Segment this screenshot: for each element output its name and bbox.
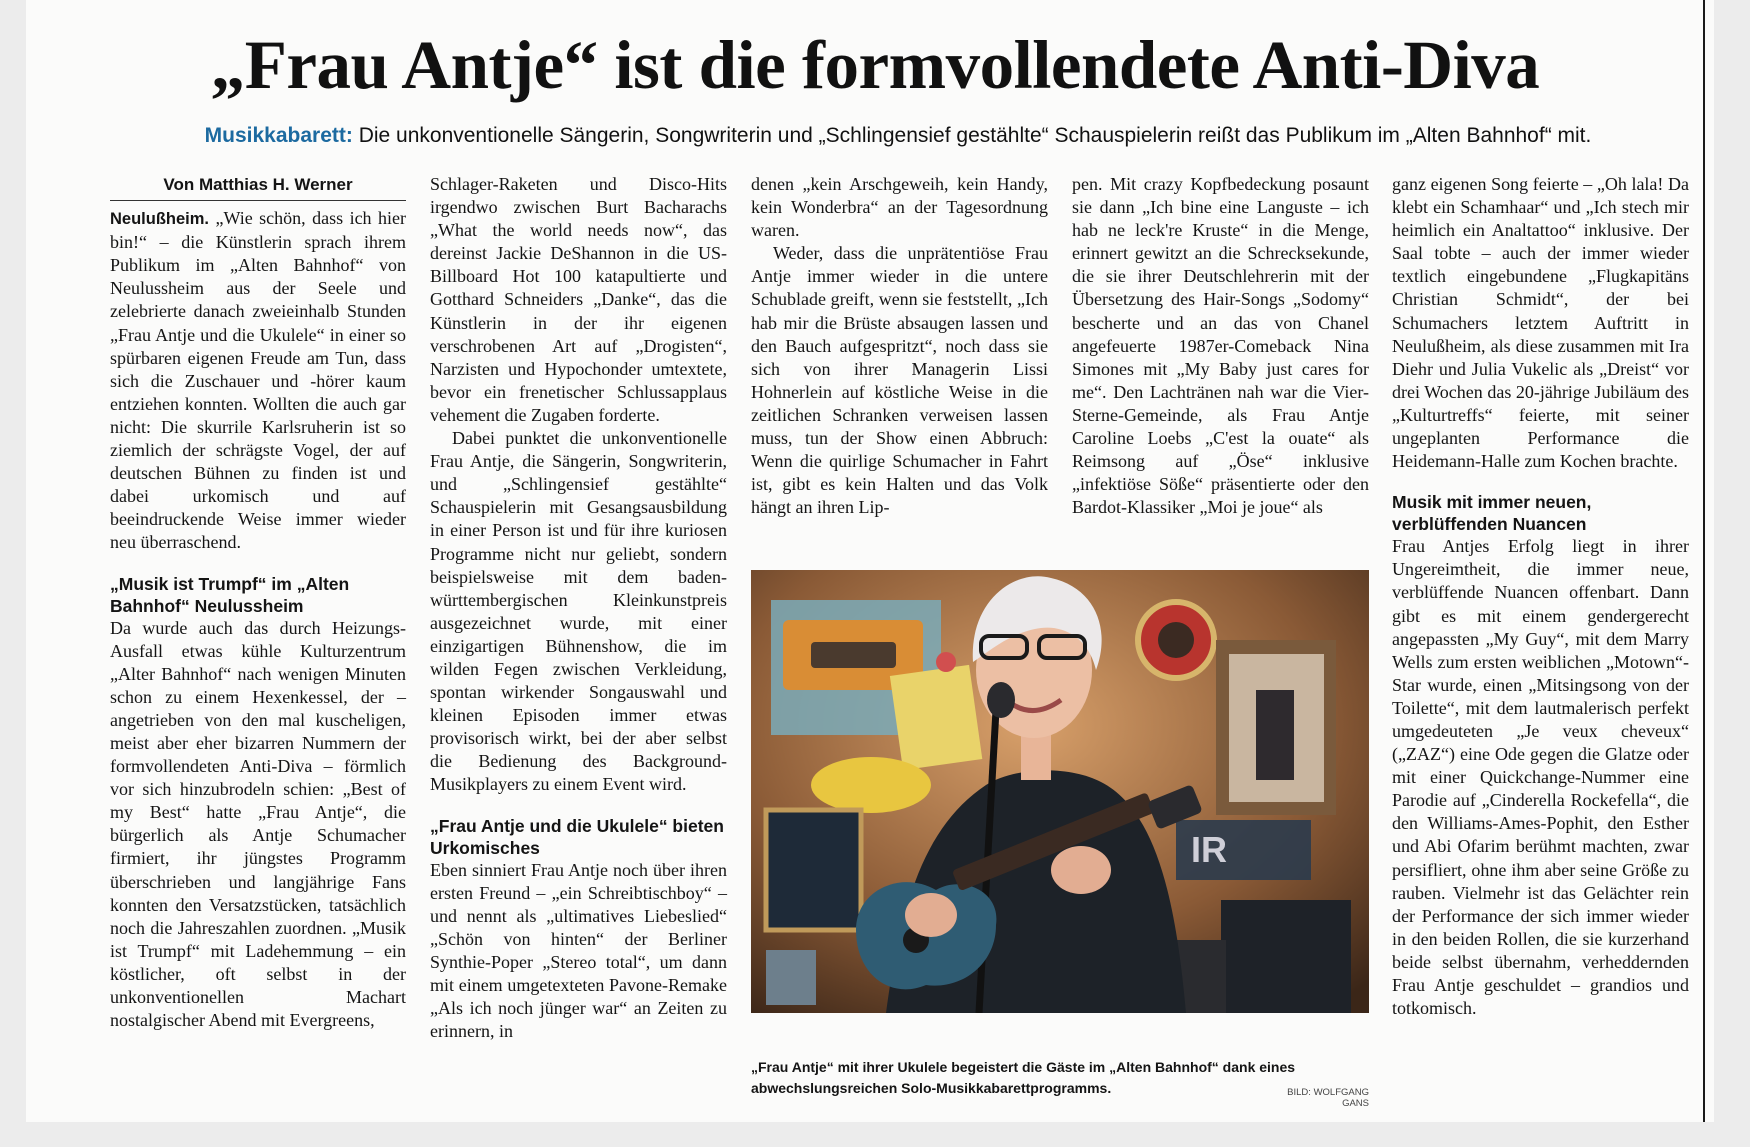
paragraph: Da wurde auch das durch Heizungs-Ausfall etwas kühle Kulturzentrum „Alter Bahnhof“ nach wenigen Minuten schon zu einem Hexenkessel, der – angetrieben von den mal kuscheligen, meist aber eher bizarren Nummern der formvollendeten Anti-Diva – förmlich vor sich hinzubrodeln schien: „Best of my Best“ hatte „Frau Antje“, die bürgerlich als Antje Schumacher firmiert, ihr jüngstes Programm überschrieben und langjährige Fans konnten den Versatzstücken, tatsächlich noch die Jahreszahlen zuordnen. „Musik ist Trumpf“ mit Ladehemmung – ein köstlicher, oft selbst in der unkonventionellen Machart nostalgischer Abend mit Evergreens, [110, 617, 406, 1031]
column-2 [430, 173, 727, 1043]
stage-photo [751, 570, 1369, 1013]
paragraph: Frau Antjes Erfolg liegt in ihrer Ungereimtheit, die immer neue, verblüffende Nuancen offenbart. Dann gibt es mit einem gendergerecht angepassten „My Guy“, mit dem Marry Wells zum ersten weiblichen „Motown“-Star wurde, einen „Mitsingsong von der Toilette“, mit dem lautmalerisch perfekt umgedeuteten „Je veux cheveux“ („ZAZ“) eine Ode gegen die Glatze oder mit einer Quickchange-Nummer eine Parodie auf „Cinderella Rockefella“, die den Williams-Ames-Pophit, den Esther und Abi Ofarim berühmt machten, zwar persifliert, ohne ihm aber seine Größe zu rauben. Vielmehr ist das Gelächter rein der Performance der sich immer wieder in den beiden Rollen, die sie kurzerhand beide selbst übernahm, verheddernden Frau Antje geschuldet – grandios und totkomisch. [1392, 536, 1689, 1019]
subheadline [0, 124, 1750, 148]
dek-kicker: Musikkabarett: [204, 124, 353, 147]
paragraph: Weder, dass die unprätentiöse Frau Antje immer wieder in die untere Schublade greift, wenn sie feststellt, „Ich hab mir die Brüste absaugen lassen und den Bauch aufgespritzt“, noch dass sie sich von ihrer Managerin Lissi Hohnerlein auf köstliche Weise in die zeitlichen Schranken verweisen lassen muss, tun der Show einen Abbruch: Wenn die quirlige Schumacher in Fahrt ist, gibt es kein Halten und das Volk hängt an ihren Lip- [751, 243, 1048, 518]
subhead: „Musik ist Trumpf“ im „Alten Bahnhof“ Neulussheim [110, 573, 350, 616]
column-4 [1072, 173, 1369, 519]
paragraph: Schlager-Raketen und Disco-Hits irgendwo zwischen Burt Bacharachs „What the world needs now“, das dereinst Jackie DeShannon in die US-Billboard Hot 100 katapultierte und Gotthard Schneiders „Danke“, das die Künstlerin in der ihr eigenen verschrobenen Art auf „Drogisten“, Narzisten und Hypochonder umtextete, bevor ein frenetischer Schlussapplaus vehement die Zugaben forderte. [430, 174, 727, 425]
paragraph-text: „Wie schön, dass ich hier bin!“ – die Künstlerin sprach ihrem Publikum im „Alten Bahnhof“ von Neulussheim aus der Seele und zelebrierte danach zweieinhalb Stunden „Frau Antje und die Ukulele“ in einer so spürbaren eigenen Freude am Tun, dass sich die Zuschauer und -hörer kaum entziehen konnten. Wollten die auch gar nicht: Die skurrile Karlsruherin ist so ziemlich der schrägste Vogel, der auf deutschen Bühnen zu finden ist und dabei urkomisch und auf beeindruckende Weise immer wieder neu überraschend. [110, 208, 406, 553]
dek-text: Die unkonventionelle Sängerin, Songwriterin und „Schlingensief gestählte“ Schauspielerin reißt das Publikum im „Alten Bahnhof“ mit. [352, 124, 1592, 147]
column-1 [110, 173, 406, 1032]
photo-caption: „Frau Antje“ mit ihrer Ukulele begeistert die Gäste im „Alten Bahnhof“ dank eines abwechslungsreichen Solo-Musikkabarettprogramms. [751, 1059, 1296, 1096]
subhead: „Frau Antje und die Ukulele“ bieten Urkomisches [430, 815, 724, 858]
paragraph [110, 207, 406, 554]
byline: Von Matthias H. Werner [110, 173, 406, 201]
paragraph: pen. Mit crazy Kopfbedeckung posaunt sie dann „Ich bine eine Languste – ich hab ne leck're Kruste“ in die Menge, erinnert gewitzt an die Schrecksekunde, die sie ihrer Deutschlehrerin mit der Übersetzung des Hair-Songs „Sodomy“ bescherte und an das von Chanel angefeuerte 1987er-Comeback Nina Simones mit „My Baby just cares for me“. Den Lachtränen nah war die Vier-Sterne-Gemeinde, als Frau Antje Caroline Loebs „C'est la ouate“ als Reimsong auf „Öse“ inklusive „infektiöse Söße“ präsentierte oder den Bardot-Klassiker „Moi je joue“ als [1072, 174, 1369, 518]
page-edge-rule [1703, 0, 1705, 1122]
paragraph: ganz eigenen Song feierte – „Oh lala! Da klebt ein Schamhaar“ und „Ich stech mir heimlich ein Analtattoo“ inklusive. Der Saal tobte – auch der immer wieder textlich eingebundene „Flugkapitäns Christian Schmidt“, der bei Schumachers letztem Auftritt in Neulußheim, als diese zusammen mit Ira Diehr und Julia Vukelic als „Dreist“ vor drei Wochen das 20-jährige Jubiläum des „Kulturtreffs“ feierte, mit seiner ungeplanten Performance die Heidemann-Halle zum Kochen brachte. [1392, 174, 1689, 472]
column-5 [1392, 173, 1689, 1020]
paragraph: Eben sinniert Frau Antje noch über ihren ersten Freund – „ein Schreibtischboy“ – und nennt als „ultimatives Liebeslied“ „Schön von hinten“ der Berliner Synthie-Poper „Stereo total“, um dann mit einem umgetexteten Pavone-Remake „Als ich noch jünger war“ an Zeiten zu erinnern, in [430, 859, 727, 1042]
headline: „Frau Antje“ ist die formvollendete Anti-Diva [210, 27, 1540, 103]
paragraph: Dabei punktet die unkonventionelle Frau Antje, die Sängerin, Songwriterin, und „Schlingensief gestählte“ Schauspielerin mit Gesangsausbildung in einer Person ist und für ihre kuriosen Programme nicht nur geliebt, sondern beispielsweise mit dem baden-württembergischen Kleinkunstpreis ausgezeichnet wurde, mit einer einzigartigen Bühnenshow, die im wilden Fegen zwischen Verkleidung, spontan wirkender Songauswahl und kleinen Episoden immer etwas provisorisch wirkt, bei der aber selbst die Bedienung des Background-Musikplayers zu einem Event wird. [430, 428, 727, 795]
subhead: Musik mit immer neuen, verblüffenden Nuancen [1392, 492, 1592, 535]
paragraph: denen „kein Arschgeweih, kein Handy, kein Wonderbra“ an der Tagesordnung waren. [751, 174, 1048, 241]
photo-illustration [751, 570, 1369, 1013]
wall-sign-text: IR [1191, 829, 1227, 870]
column-3 [751, 173, 1048, 519]
photo-credit: BILD: WOLFGANG GANS [1287, 1087, 1369, 1109]
dateline: Neulußheim. [110, 210, 210, 229]
